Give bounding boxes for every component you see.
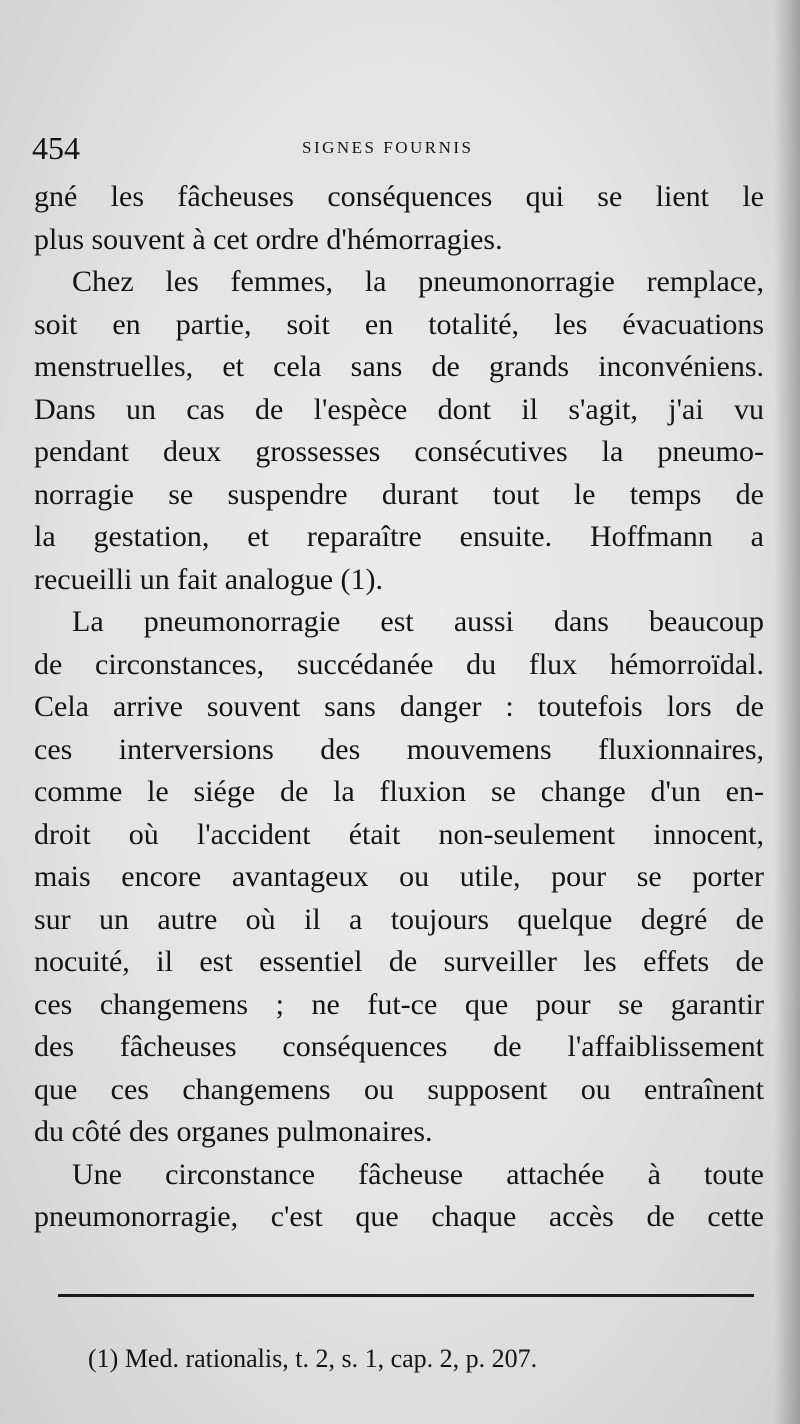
text-line: menstruelles, et cela sans de grands inconvéniens. [34,350,764,383]
text-line: de circonstances, succédanée du flux hémorroïdal. [34,647,764,681]
text-line: nocuité, il est essentiel de surveiller les effets de [34,945,764,978]
text-line: Une circonstance fâcheuse attachée à toute [72,1157,764,1191]
text-line: droit où l'accident était non-seulement innocent, [34,817,764,851]
text-line: plus souvent à cet ordre d'hémorragies. [34,222,503,256]
text-line: gné les fâcheuses conséquences qui se lient le [34,180,764,213]
text-line: pendant deux grossesses consécutives la pneumo- [34,435,764,468]
text-line: du côté des organes pulmonaires. [34,1115,433,1148]
footnote: (1) Med. rationalis, t. 2, s. 1, cap. 2, p. 207. [88,1344,538,1373]
text-line: la gestation, et reparaître ensuite. Hoffmann a [34,520,764,553]
running-head: SIGNES FOURNIS [302,138,474,157]
text-line: comme le siége de la fluxion se change d'un en- [34,775,764,808]
text-line: des fâcheuses conséquences de l'affaiblissement [34,1030,764,1063]
text-line: mais encore avantageux ou utile, pour se porter [34,860,764,893]
text-line: Chez les femmes, la pneumonorragie remplace, [72,265,764,298]
text-line: recueilli un fait analogue (1). [34,562,384,596]
text-line: La pneumonorragie est aussi dans beaucoup [72,605,764,638]
page-edge-shadow [774,0,800,1424]
text-line: ces changemens ; ne fut-ce que pour se garantir [34,987,764,1021]
text-line: pneumonorragie, c'est que chaque accès de cette [34,1200,764,1233]
text-line: ces interversions des mouvemens fluxionnaires, [34,732,764,766]
body-text [34,176,764,1239]
page-number: 454 [32,130,80,166]
text-line: Cela arrive souvent sans danger : toutefois lors de [34,690,764,723]
text-line: que ces changemens ou supposent ou entraînent [34,1072,764,1106]
text-line: sur un autre où il a toujours quelque degré de [34,902,764,936]
page-header [32,128,752,168]
text-line: norragie se suspendre durant tout le temps de [34,477,764,511]
text-line: soit en partie, soit en totalité, les évacuations [34,307,764,341]
text-line: Dans un cas de l'espèce dont il s'agit, j'ai vu [34,392,764,426]
footnote-rule [58,1294,754,1297]
